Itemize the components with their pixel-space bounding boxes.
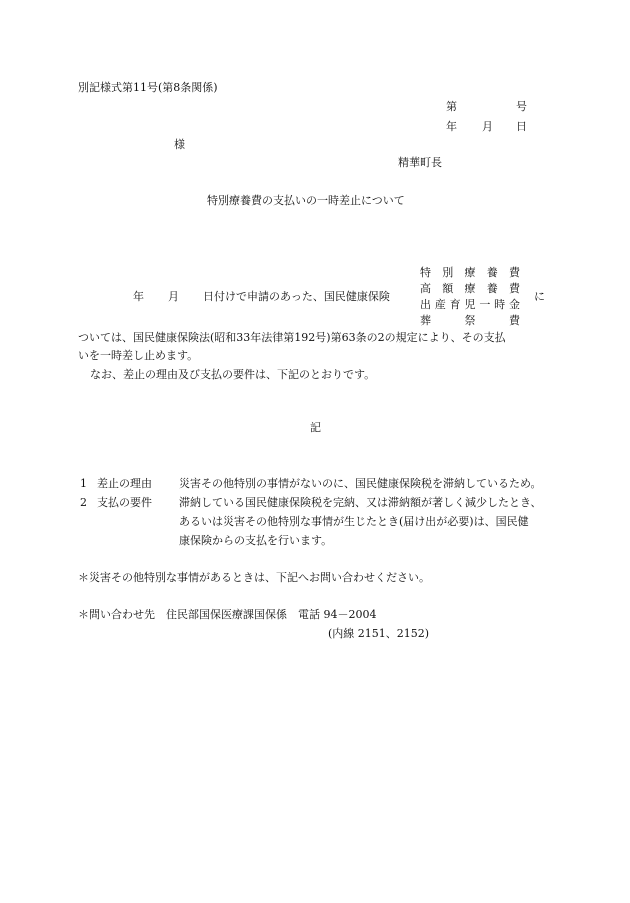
doc-number-prefix: 第 — [446, 100, 457, 113]
item-1-text: 災害その他特別の事情がないのに、国民健康保険税を滞納しているため。 — [179, 477, 542, 490]
item-2-text-line-2: あるいは災害その他特別な事情が生じたとき(届け出が必要)は、国民健 — [179, 515, 529, 528]
option-char: 療 — [464, 282, 476, 295]
option-char: 別 — [442, 266, 454, 279]
option-char: 特 — [420, 266, 431, 279]
date-year: 年 — [446, 120, 457, 133]
option-char: 出 — [420, 298, 431, 311]
option-char: 産 — [434, 298, 446, 311]
item-1-label: 差止の理由 — [97, 477, 152, 490]
option-char: 養 — [486, 266, 498, 279]
option-funeral — [420, 313, 520, 329]
contact-line-1: ＊問い合わせ先 住民部国保医療課国保係 電話 94－2004 — [78, 608, 377, 621]
doc-number-suffix: 号 — [516, 100, 527, 113]
item-2-number: 2 — [80, 496, 87, 509]
ki-heading: 記 — [310, 421, 321, 434]
form-title: 別記様式第11号(第8条関係) — [78, 81, 218, 94]
option-char: 療 — [464, 266, 476, 279]
benefit-options — [420, 265, 520, 329]
item-2-text-line-1: 滞納している国民健康保険税を完納、又は滞納額が著しく減少したとき、 — [179, 496, 542, 509]
option-char: 祭 — [464, 314, 476, 327]
option-childbirth-lump-sum — [420, 297, 520, 313]
note-inquiry: ＊災害その他特別な事情があるときは、下記へお問い合わせください。 — [78, 571, 430, 584]
item-1-number: 1 — [80, 477, 87, 490]
lead-month: 月 — [168, 290, 179, 303]
option-char: 高 — [420, 282, 431, 295]
option-char: 額 — [442, 282, 454, 295]
lead-text: 日付けで申請のあった、国民健康保険 — [203, 290, 390, 303]
item-2-label: 支払の要件 — [97, 496, 152, 509]
lead-particle: に — [534, 290, 545, 303]
option-char: 児 — [464, 298, 476, 311]
subject-title: 特別療養費の支払いの一時差止について — [207, 194, 405, 207]
body-line-3: いを一時差し止めます。 — [78, 349, 199, 362]
option-char: 時 — [494, 298, 506, 311]
item-2-text-line-3: 康保険からの支払を行います。 — [179, 534, 333, 547]
lead-year: 年 — [133, 290, 144, 303]
date-month: 月 — [482, 120, 493, 133]
option-char: 費 — [509, 282, 520, 295]
contact-line-2: (内線 2151、2152) — [328, 627, 430, 640]
option-char: 費 — [509, 266, 520, 279]
option-special-medical — [420, 265, 520, 281]
issuer: 精華町長 — [398, 156, 442, 169]
date-day: 日 — [516, 120, 527, 133]
option-char: 費 — [509, 314, 520, 327]
option-char: 養 — [486, 282, 498, 295]
addressee-suffix: 様 — [174, 138, 185, 151]
option-char: 金 — [508, 298, 520, 311]
body-line-4: なお、差止の理由及び支払の要件は、下記のとおりです。 — [90, 368, 376, 381]
body-line-2: ついては、国民健康保険法(昭和33年法律第192号)第63条の2の規定により、その支払 — [78, 331, 506, 344]
option-char: 葬 — [420, 314, 431, 327]
option-char: 一 — [479, 298, 491, 311]
option-char: 育 — [449, 298, 461, 311]
option-high-cost-medical — [420, 281, 520, 297]
